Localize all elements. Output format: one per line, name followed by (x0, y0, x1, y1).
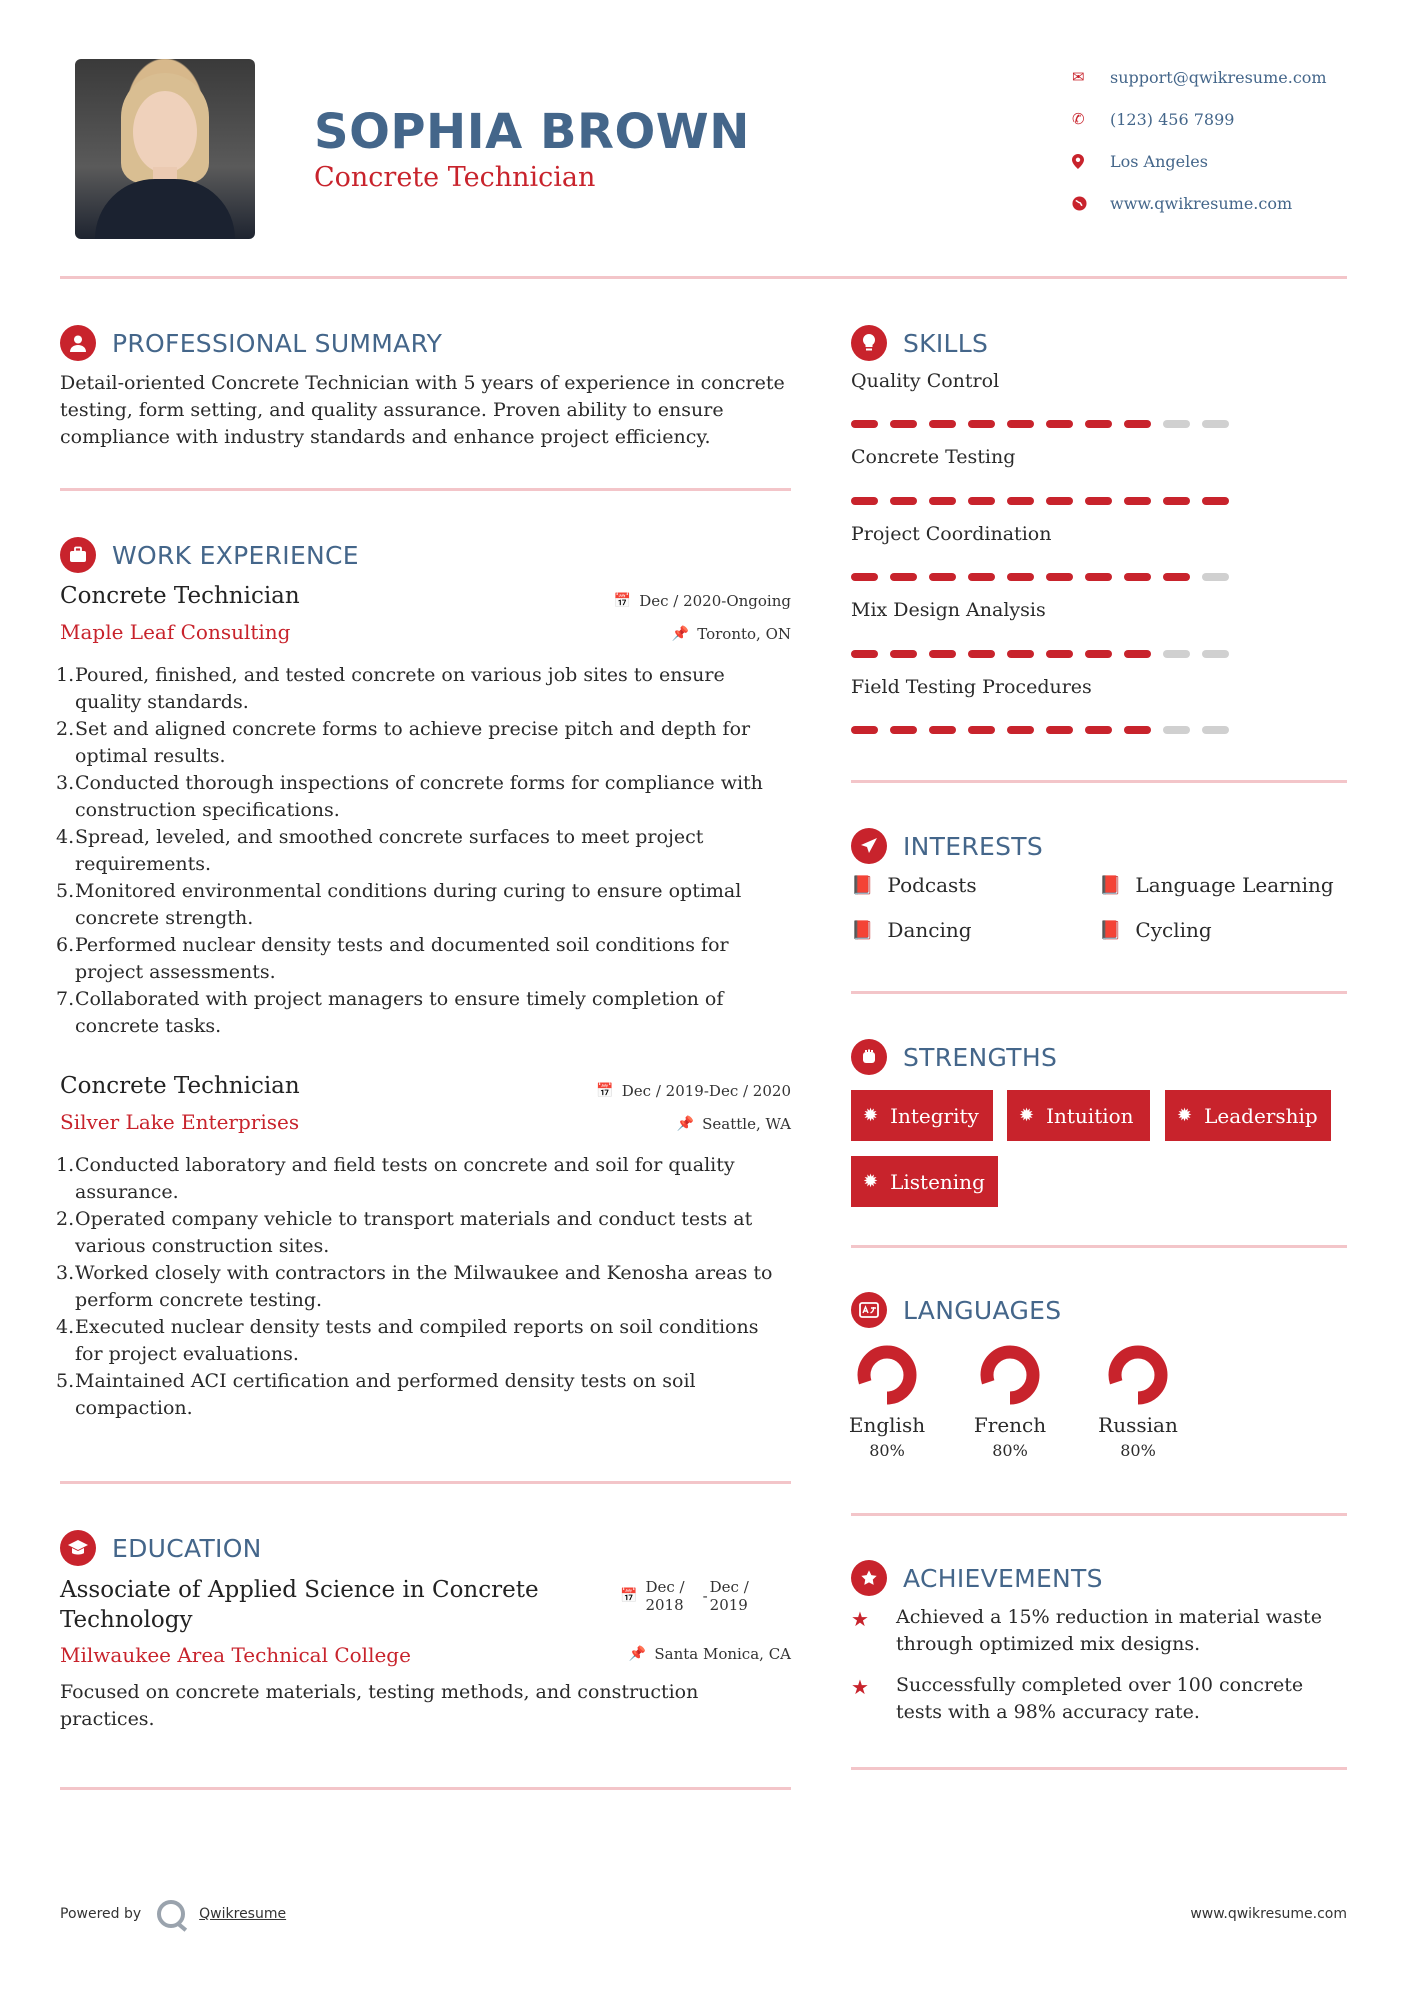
job-company: Maple Leaf Consulting (60, 620, 291, 644)
skill-level-dash (929, 573, 956, 581)
skill-level-dash (968, 573, 995, 581)
skill-bar (851, 497, 1241, 505)
book-icon: 📕 (1099, 919, 1122, 941)
skill-level-dash (1124, 573, 1151, 581)
footer-website[interactable]: www.qwikresume.com (1190, 1906, 1347, 1922)
skill-level-dash (1085, 650, 1112, 658)
skill-level-dash (1007, 497, 1034, 505)
skill-level-dash (1124, 650, 1151, 658)
pushpin-icon: 📌 (676, 1116, 695, 1132)
language-gauge-arc (864, 1352, 910, 1398)
skill-level-dash (1007, 573, 1034, 581)
language-percent: 80% (1120, 1441, 1156, 1460)
degree-title: Associate of Applied Science in Concrete Technology (60, 1577, 539, 1633)
list-item: 4. Spread, leveled, and smoothed concrete surfaces to meet project requirements. (56, 826, 704, 875)
strengths-divider (851, 1245, 1347, 1248)
skill-level-dash (1046, 497, 1073, 505)
skill-level-dash (851, 650, 878, 658)
language-name: English (848, 1413, 926, 1437)
interest-item: 📕 Dancing (851, 918, 972, 942)
badge-icon: ✹ (863, 1105, 879, 1126)
translate-icon (851, 1292, 887, 1328)
interest-item: 📕 Podcasts (851, 873, 977, 897)
skill-level-dash (929, 650, 956, 658)
footer-powered-by: Powered by Qwikresume (60, 1900, 286, 1928)
badge-icon: ✹ (1019, 1105, 1035, 1126)
work-heading: WORK EXPERIENCE (60, 537, 359, 573)
lightbulb-icon (851, 325, 887, 361)
profile-photo (75, 59, 255, 239)
achievements-divider (851, 1767, 1347, 1770)
language-gauge-arc (987, 1352, 1033, 1398)
skill-level-dash (968, 650, 995, 658)
achievement-item: ★ Achieved a 15% reduction in material waste through optimized mix designs. (851, 1604, 1331, 1658)
user-icon (60, 325, 96, 361)
qwikresume-link[interactable]: Qwikresume (199, 1906, 287, 1922)
list-item: 5. Maintained ACI certification and performed density tests on soil compaction. (56, 1370, 696, 1419)
paper-plane-icon (851, 828, 887, 864)
map-pin-icon (1072, 154, 1110, 169)
interest-item: 📕 Cycling (1099, 918, 1212, 942)
book-icon: 📕 (1099, 874, 1122, 896)
badge-icon: ✹ (863, 1171, 879, 1192)
summary-text: Detail-oriented Concrete Technician with 5 years of experience in concrete testing, form setting, and quality assurance. Proven ability to ensure compliance with industry standards and enhance project efficiency. (60, 372, 785, 448)
skill-name: Field Testing Procedures (851, 676, 1092, 698)
phone-icon: ✆ (1072, 110, 1085, 128)
list-item: 4. Executed nuclear density tests and compiled reports on soil conditions for project evaluations. (56, 1316, 759, 1365)
skill-level-dash (851, 573, 878, 581)
skill-level-dash (1046, 650, 1073, 658)
job-title: Concrete Technician (60, 583, 300, 609)
job-title: Concrete Technician (60, 1073, 300, 1099)
book-icon: 📕 (851, 919, 874, 941)
strength-chip: ✹ Integrity (851, 1090, 993, 1141)
calendar-icon: 📅 (620, 1588, 638, 1604)
skills-divider (851, 780, 1347, 783)
envelope-icon: ✉ (1072, 68, 1085, 86)
skill-level-dash (1046, 573, 1073, 581)
star-badge-icon (851, 1560, 887, 1596)
skill-level-dash (890, 573, 917, 581)
skill-level-dash (1085, 726, 1112, 734)
language-gauge (855, 1343, 919, 1407)
contact-email[interactable]: ✉ support@qwikresume.com (1072, 67, 1327, 87)
language-percent: 80% (992, 1441, 1028, 1460)
contact-block (1072, 56, 1327, 224)
strength-chip: ✹ Listening (851, 1156, 998, 1207)
language-gauge-arc (1115, 1352, 1161, 1398)
language-name: French (973, 1413, 1047, 1437)
skill-level-dash (890, 726, 917, 734)
interests-heading: INTERESTS (851, 828, 1043, 864)
education-heading: EDUCATION (60, 1530, 262, 1566)
pushpin-icon: 📌 (628, 1646, 647, 1662)
skill-name: Project Coordination (851, 523, 1052, 545)
language-item (955, 1343, 1065, 1460)
achievement-item: ★ Successfully completed over 100 concrete tests with a 98% accuracy rate. (851, 1672, 1331, 1726)
skill-level-dash (1007, 420, 1034, 428)
star-icon: ★ (851, 1675, 869, 1699)
header-divider (60, 276, 1347, 279)
job-company: Silver Lake Enterprises (60, 1110, 300, 1134)
skill-level-dash (851, 726, 878, 734)
skill-level-dash (1085, 420, 1112, 428)
skill-bar (851, 650, 1241, 658)
briefcase-icon (60, 537, 96, 573)
skill-bar (851, 573, 1241, 581)
list-item: 7. Collaborated with project managers to ensure timely completion of concrete tasks. (56, 988, 724, 1037)
achievements-heading: ACHIEVEMENTS (851, 1560, 1103, 1596)
graduation-icon (60, 1530, 96, 1566)
skill-level-dash (968, 420, 995, 428)
language-item (832, 1343, 942, 1460)
contact-website[interactable]: www.qwikresume.com (1072, 182, 1327, 224)
skill-level-dash (1007, 726, 1034, 734)
skill-level-dash (890, 497, 917, 505)
list-item: 1. Poured, finished, and tested concrete on various job sites to ensure quality standards. (56, 664, 725, 713)
calendar-icon: 📅 (613, 593, 632, 609)
job-duties (56, 1152, 796, 1422)
language-item (1083, 1343, 1193, 1460)
skill-level-dash (890, 420, 917, 428)
skill-level-dash (890, 650, 917, 658)
summary-divider (60, 488, 791, 491)
skill-level-dash (1202, 497, 1229, 505)
summary-heading: PROFESSIONAL SUMMARY (60, 325, 442, 361)
skill-level-dash (1046, 420, 1073, 428)
job-location: 📌 Seattle, WA (676, 1115, 791, 1133)
skills-heading: SKILLS (851, 325, 988, 361)
star-icon: ★ (851, 1607, 869, 1631)
strengths-heading: STRENGTHS (851, 1039, 1057, 1075)
calendar-icon: 📅 (596, 1083, 614, 1099)
list-item: 2. Operated company vehicle to transport materials and conduct tests at various construction sites. (56, 1208, 753, 1257)
job-location: 📌 Toronto, ON (671, 625, 791, 643)
interests-divider (851, 991, 1347, 994)
skill-name: Mix Design Analysis (851, 599, 1046, 621)
candidate-title: Concrete Technician (314, 162, 596, 193)
skill-level-dash (1124, 497, 1151, 505)
skill-level-dash (929, 497, 956, 505)
skill-level-dash (1202, 726, 1229, 734)
skill-level-dash (1202, 573, 1229, 581)
education-divider (60, 1787, 791, 1790)
globe-icon (1072, 196, 1110, 211)
skill-level-dash (1202, 650, 1229, 658)
languages-divider (851, 1513, 1347, 1516)
skill-level-dash (851, 497, 878, 505)
skill-level-dash (1046, 726, 1073, 734)
skill-level-dash (1085, 573, 1112, 581)
skill-level-dash (1202, 420, 1229, 428)
contact-location: Los Angeles (1072, 140, 1327, 182)
school-name: Milwaukee Area Technical College (60, 1643, 411, 1667)
skill-name: Concrete Testing (851, 446, 1016, 468)
fist-icon (851, 1039, 887, 1075)
skill-level-dash (929, 420, 956, 428)
skill-level-dash (1163, 726, 1190, 734)
skill-name: Quality Control (851, 370, 1000, 392)
strength-chip: ✹ Leadership (1165, 1090, 1331, 1141)
language-gauge (978, 1343, 1042, 1407)
language-gauge (1106, 1343, 1170, 1407)
skill-bar (851, 726, 1241, 734)
contact-phone[interactable]: ✆ (123) 456 7899 (1072, 109, 1235, 129)
qwikresume-logo-icon (157, 1900, 185, 1928)
languages-heading: LANGUAGES (851, 1292, 1061, 1328)
skill-level-dash (1124, 420, 1151, 428)
list-item: 3. Worked closely with contractors in the Milwaukee and Kenosha areas to perform concrete testing. (56, 1262, 773, 1311)
skill-level-dash (968, 726, 995, 734)
list-item: 3. Conducted thorough inspections of concrete forms for compliance with construction specifications. (56, 772, 763, 821)
skill-level-dash (1163, 573, 1190, 581)
skill-level-dash (1124, 726, 1151, 734)
education-location: 📌 Santa Monica, CA (628, 1645, 791, 1663)
book-icon: 📕 (851, 874, 874, 896)
education-desc: Focused on concrete materials, testing methods, and construction practices. (60, 1681, 699, 1730)
work-divider (60, 1481, 791, 1484)
skill-level-dash (929, 726, 956, 734)
skill-level-dash (851, 420, 878, 428)
strength-chip: ✹ Intuition (1007, 1090, 1150, 1141)
list-item: 1. Conducted laboratory and field tests on concrete and soil for quality assurance. (56, 1154, 735, 1203)
job-date: 📅 Dec / 2019-Dec / 2020 (596, 1082, 791, 1100)
skill-level-dash (968, 497, 995, 505)
list-item: 5. Monitored environmental conditions during curing to ensure optimal concrete strength. (56, 880, 742, 929)
job-date: 📅 Dec / 2020-Ongoing (613, 592, 791, 610)
list-item: 2. Set and aligned concrete forms to achieve precise pitch and depth for optimal results. (56, 718, 751, 767)
candidate-name: SOPHIA BROWN (314, 104, 750, 160)
skill-level-dash (1163, 650, 1190, 658)
list-item: 6. Performed nuclear density tests and documented soil conditions for project assessments. (56, 934, 729, 983)
interest-item: 📕 Language Learning (1099, 873, 1334, 897)
education-date: 📅 Dec / 2018 - Dec / 2019 (620, 1578, 749, 1614)
job-duties (56, 662, 796, 1040)
skill-bar (851, 420, 1241, 428)
skill-level-dash (1007, 650, 1034, 658)
badge-icon: ✹ (1177, 1105, 1193, 1126)
skill-level-dash (1163, 497, 1190, 505)
pushpin-icon: 📌 (671, 626, 690, 642)
skill-level-dash (1085, 497, 1112, 505)
language-percent: 80% (869, 1441, 905, 1460)
language-name: Russian (1098, 1413, 1178, 1437)
skill-level-dash (1163, 420, 1190, 428)
